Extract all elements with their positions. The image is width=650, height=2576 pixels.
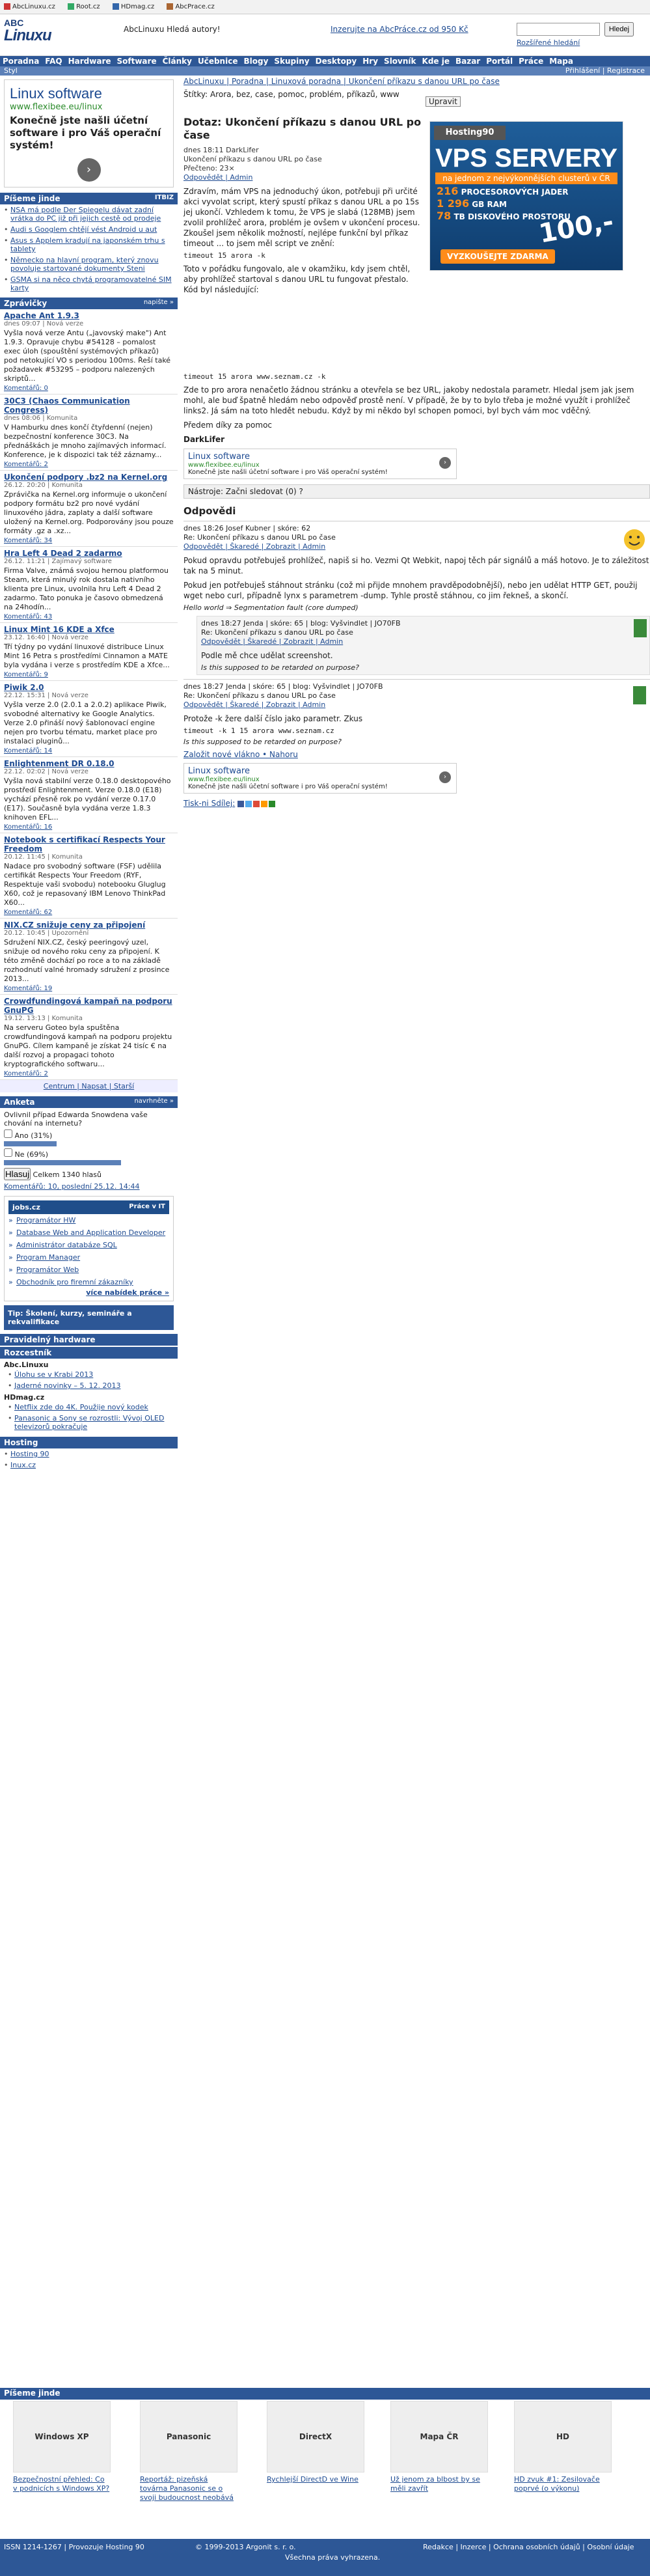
nav-item[interactable]: Hry xyxy=(362,57,379,66)
footer-item[interactable]: HD HD zvuk #1: Zesilovače poprvé (o výkonu) xyxy=(514,2401,612,2493)
thread-links[interactable]: Založit nové vlákno • Nahoru xyxy=(183,750,298,759)
footer-item[interactable]: Mapa ČR Už jenom za blbost by se měli zavřít xyxy=(390,2401,488,2493)
poll-question: Ovlivnil případ Edwarda Snowdena vaše chování na internetu? xyxy=(4,1111,148,1128)
job-item[interactable]: » Program Manager xyxy=(8,1251,169,1264)
answer-actions[interactable]: Odpovědět | Škaredé | Zobrazit | Admin xyxy=(183,542,326,551)
google-icon[interactable] xyxy=(253,801,260,807)
nav-item[interactable]: Práce xyxy=(519,57,544,66)
job-item[interactable]: » Obchodník pro firemní zákazníky xyxy=(8,1276,169,1288)
site-icon xyxy=(68,3,74,10)
nav-item[interactable]: Software xyxy=(116,57,157,66)
vote-button[interactable]: Hlasuj xyxy=(5,1169,30,1179)
ad-arrow-icon[interactable]: › xyxy=(77,158,101,182)
footer-left[interactable]: ISSN 1214-1267 | Provozuje Hosting 90 xyxy=(4,2543,144,2551)
footer xyxy=(0,2539,650,2576)
header-tagline[interactable]: AbcLinuxu Hledá autory! xyxy=(124,25,221,34)
question-body-4: Předem díky za pomoc xyxy=(183,421,273,430)
code-block: timeout 15 arora www.seznam.cz -k xyxy=(183,372,326,381)
news-item: 30C3 (Chaos Communication Congress) dnes 08:06 | Komunita V Hamburku dnes končí čtyřdenní (nejen) bezpečnostní konference 30C3. Na přednáškách je mnoho zajímavých informací. Konference, je k dispozici tak též záznamy... Komentářů: 2 xyxy=(0,395,178,471)
question-body-2: Toto v pořádku fungovalo, ale v okamžiku, kdy jsem chtěl, aby prohlížeč startoval s danou URL tu fungovat přestalo. Kód byl následující: xyxy=(183,264,411,294)
ad-title: Linux software xyxy=(10,85,102,102)
top-tab[interactable]: Root.cz xyxy=(68,3,100,10)
facebook-icon[interactable] xyxy=(237,801,244,807)
ad-arrow-icon[interactable]: › xyxy=(439,771,451,783)
site-logo[interactable] xyxy=(4,18,49,48)
answer-reply: dnes 18:27 Jenda | skóre: 65 | blog: Vyšvindlet | JO70FB Re: Ukončení příkazu s danou URL po čase Odpovědět | Škaredé | Zobrazit | Admin Podle mě chce udělat screenshot. Is this supposed to be retarded on purpose? xyxy=(196,616,650,675)
poll-option[interactable]: Ano (31%) xyxy=(4,1129,174,1140)
nav-item[interactable]: Bazar xyxy=(455,57,481,66)
tools-bar[interactable]: Nástroje: Začni sledovat (0) ? xyxy=(183,484,650,499)
news-item: Hra Left 4 Dead 2 zadarmo 26.12. 11:21 | Zajímavý software Firma Valve, známá svojou hernou platformou Steam, která minulý rok dostala nativního klienta pre Linux, uvolnila hru Left 4 Dead 2 zadarmo. Tato ponuka je časovo obmedzená na 24hodín... Komentářů: 43 xyxy=(0,547,178,623)
nav-item[interactable]: Portál xyxy=(486,57,513,66)
poll-option[interactable]: Ne (69%) xyxy=(4,1148,174,1159)
piseme-item[interactable]: • NSA má podle Der Spiegelu dávat zadní vrátka do PC již při jejich cestě od prodeje xyxy=(0,204,178,224)
vps-banner-ad[interactable] xyxy=(429,121,623,271)
vps-headline: VPS SERVERY xyxy=(435,144,618,173)
top-tab[interactable]: HDmag.cz xyxy=(113,3,154,10)
advanced-search-link[interactable]: Rozšířené hledání xyxy=(517,38,580,47)
hosting-item[interactable]: • Hosting 90 xyxy=(0,1448,178,1460)
piseme-item[interactable]: • Audi s Googlem chtějí vést Android u aut xyxy=(0,224,178,235)
news-item: Piwik 2.0 22.12. 15:31 | Nová verze Vyšla verze 2.0 (2.0.1 a 2.0.2) aplikace Piwik, svobodné alternativy ke Google Analytics. Verze 2.0 přináší nový šablonovací engine nejen pro tvorbu tématu, market place pro instalaci pluginů... Komentářů: 14 xyxy=(0,681,178,757)
code-block: timeout 15 arora -k xyxy=(183,251,265,260)
question-rest xyxy=(183,370,650,808)
footer-links[interactable]: Redakce | Inzerce | Ochrana osobních údajů | Osobní údaje xyxy=(423,2543,634,2551)
site-icon xyxy=(113,3,119,10)
breadcrumb[interactable]: AbcLinuxu | Poradna | Linuxová poradna | Ukončení příkazu s danou URL po čase xyxy=(183,77,500,86)
poll-comments[interactable]: Komentářů: 10, poslední 25.12. 14:44 xyxy=(4,1182,140,1191)
poll-checkbox[interactable] xyxy=(4,1129,12,1138)
poll-bar xyxy=(4,1141,57,1146)
footer-item[interactable]: Windows XP Bezpečnostní přehled: Co v podnicích s Windows XP? xyxy=(13,2401,111,2493)
anketa-header: Anketa navrhněte » xyxy=(0,1096,178,1108)
hosting-header: Hosting xyxy=(0,1437,178,1448)
answer: dnes 18:27 Jenda | skóre: 65 | blog: Vyšvindlet | JO70FB Re: Ukončení příkazu s danou URL po čase Odpovědět | Škaredé | Zobrazit | Admin Protože -k žere další číslo jako parametr. Zkus timeout -k 1 15 arora www.seznam.cz Is this supposed to be retarded on purpose? xyxy=(183,679,650,746)
poll-total: Celkem 1340 hlasů xyxy=(33,1170,102,1179)
anketa-more-link[interactable]: navrhněte » xyxy=(134,1098,174,1105)
site-icon xyxy=(4,3,10,10)
style-link[interactable]: Styl xyxy=(4,66,18,75)
code-block: timeout -k 1 15 arora www.seznam.cz xyxy=(183,727,334,735)
question xyxy=(183,116,424,295)
header xyxy=(0,14,650,56)
user-avatar-icon xyxy=(634,619,647,637)
question-signature: DarkLifer xyxy=(183,435,224,444)
site-icon xyxy=(167,3,173,10)
vps-price: 100,- xyxy=(536,206,616,249)
user-avatar-icon xyxy=(633,686,646,704)
search-box xyxy=(517,22,634,47)
job-item[interactable]: » Programátor HW xyxy=(8,1214,169,1226)
nav-item[interactable]: Články xyxy=(162,57,192,66)
answer-actions[interactable]: Odpovědět | Škaredé | Zobrazit | Admin xyxy=(183,700,326,709)
ad-arrow-icon[interactable]: › xyxy=(439,457,451,469)
rozcestnik-group: Abc.Linuxu • Úlohu se v Krabi 2013 • Jaderné novinky – 5. 12. 2013 HDmag.cz • Netflix zde do 4K. Použije nový kodek • Panasonic a Sony se rozrostli: Vývoj OLED televizorů pokračuje xyxy=(0,1359,178,1434)
sub-nav xyxy=(0,66,650,76)
top-tab[interactable]: AbcLinuxu.cz xyxy=(4,3,55,10)
footer-item[interactable]: Panasonic Reportáž: pizeňská továrna Panasonic se o svoji budoucnost neobává xyxy=(140,2401,237,2502)
itbiz-badge: ITBIZ xyxy=(154,194,174,201)
login-links[interactable]: Přihlášení | Registrace xyxy=(565,66,645,75)
vps-try-button[interactable]: VYZKOUŠEJTE ZDARMA xyxy=(440,249,555,264)
share-bar: Tisk-ni Sdílej: xyxy=(183,799,650,808)
question-meta: dnes 18:11 DarkLifer Ukončení příkazu s danou URL po čase Přečteno: 23× Odpovědět | Admin xyxy=(183,146,424,182)
ad-desc: Konečně jste našli účetní software i pro Váš operační systém! xyxy=(10,115,161,151)
share-icon[interactable] xyxy=(269,801,275,807)
answer: dnes 18:26 Josef Kubner | skóre: 62 Re: Ukončení příkazu s danou URL po čase Odpovědět | Škaredé | Zobrazit | Admin Pokud opravdu potřebuješ prohlížeč, napiš si ho. Vezmi Qt Webkit, napoj těch pár signálů a máš hotovo. Je to záležitost tak na 5 minut. Pokud jen potřebuješ stáhnout stránku (což mi přijde mnohem pravděpodobnější), nebo jen udělat HTTP GET, použij wget nebo curl, případně lynx s parametrem -dump. Tyhle prostě stáhnou, co jim řekneš, a skončí. Hello world ⇒ Segmentation fault (core dumped) dnes 18:27 Jenda | skóre: 65 | blog: Vyšvindlet | JO70FB Re: Ukončení příkazu s danou URL po čase Odpovědět | Škaredé | Zobrazit | Admin Podle mě chce udělat screenshot. Is this supposed to be retarded on purpose? xyxy=(183,521,650,675)
answer-actions[interactable]: Odpovědět | Škaredé | Zobrazit | Admin xyxy=(201,637,344,646)
news-item: Linux Mint 16 KDE a Xfce 23.12. 16:40 | Nová verze Tří týdny po vydání linuxové distribuce Linux Mint 16 Petra s prostředími Cinnamon a MATE byla vydána i verze s prostředím KDE a Xfce... Komentářů: 9 xyxy=(0,623,178,681)
hosting90-logo: Hosting90 xyxy=(434,126,506,140)
news-links[interactable]: Centrum | Napsat | Starší xyxy=(0,1080,178,1092)
nav-item[interactable]: Skupiny xyxy=(274,57,310,66)
inline-ad[interactable]: Linux software www.flexibee.eu/linux Konečně jste našli účetní software i pro Váš operační systém! › xyxy=(183,449,457,479)
rss-icon[interactable] xyxy=(261,801,267,807)
pravidelne-header: Pravidelný hardware xyxy=(0,1334,178,1346)
piseme-item[interactable]: • Asus s Applem kradují na japonském trhu s tablety xyxy=(0,235,178,255)
nav-item[interactable]: Poradna xyxy=(3,57,40,66)
question-actions[interactable]: Odpovědět | Admin xyxy=(183,173,253,182)
vps-feature: 216 PROCESOROVÝCH JADER xyxy=(437,185,569,197)
nav-item[interactable]: FAQ xyxy=(45,57,62,66)
smiley-avatar-icon xyxy=(623,528,646,551)
main-nav xyxy=(0,56,650,66)
logo-line1: ABC xyxy=(4,18,24,28)
job-item[interactable]: » Programátor Web xyxy=(8,1264,169,1276)
news-item: Notebook s certifikací Respects Your Freedom 20.12. 11:45 | Komunita Nadace pro svobodný software (FSF) udělila certifikát Respects Your Freedom (RYF, Respektuje vaši svobodu) notebooku Gluglug X60, což je repasovaný IBM Lenovo ThinkPad X60... Komentářů: 62 xyxy=(0,833,178,919)
vps-subtitle: na jednom z nejvýkonnějších clusterů v ČR xyxy=(435,173,617,184)
news-item: Crowdfundingová kampaň na podporu GnuPG 19.12. 13:13 | Komunita Na serveru Goteo byla spuštěna crowdfundingová kampaň na podporu projektu GnuPG. Cílem kampaně je získat 24 tisíc € na další rozvoj a propagaci tohoto kryptografického softwaru... Komentářů: 2 xyxy=(0,995,178,1080)
question-body-1: Zdravím, mám VPS na jednoduchý úkon, potřebuji při určité akci vyvolat script, který spustí příkaz s danou URL a po 15s jej ukončí. Vzhledem k tomu, že VPS je slabá (128MB) jsem zvolil prohlížeč arora, problém je ovšem v ukončení procesu. Zkoušel jsem několik možností, nejlépe funkční byl příkaz timeout ... to jsem měl script ve znění: xyxy=(183,187,420,248)
footer-rights: Všechna práva vyhrazena. xyxy=(285,2553,381,2562)
promo-banner[interactable]: Tip: Školení, kurzy, semináře a rekvalifikace xyxy=(4,1305,174,1330)
nav-item[interactable]: Blogy xyxy=(243,57,269,66)
zpravicky-more-link[interactable]: napište » xyxy=(143,299,174,306)
rozcestnik-header: Rozcestník xyxy=(0,1347,178,1359)
question-title: Dotaz: Ukončení příkazu s danou URL po čase xyxy=(183,116,422,141)
zpravicky-header: Zprávičky napište » xyxy=(0,298,178,309)
more-jobs-link[interactable]: více nabídek práce » xyxy=(86,1288,169,1297)
vps-feature: 1 296 GB RAM xyxy=(437,197,507,210)
piseme-item[interactable]: • Německo na hlavní program, který znovu povoluje startované dokumenty Steni xyxy=(0,255,178,274)
nav-item[interactable]: Hardware xyxy=(68,57,111,66)
nav-item[interactable]: Učebnice xyxy=(197,57,238,66)
answers-title: Odpovědi xyxy=(183,505,236,517)
nav-item[interactable]: Desktopy xyxy=(315,57,357,66)
logo-line2: Linuxu xyxy=(4,27,51,44)
job-item[interactable]: » Database Web and Application Developer xyxy=(8,1226,169,1239)
main-content xyxy=(183,77,650,923)
poll xyxy=(0,1108,178,1193)
search-input[interactable] xyxy=(517,23,600,36)
sidebar-ad[interactable] xyxy=(4,79,174,187)
news-item: Ukončení podpory .bz2 na Kernel.org 26.12. 20:20 | Komunita Zprávička na Kernel.org informuje o ukončení podpory formátu bz2 pro nové vydání linuxového jádra, zaplaty a další software uložený na Kernel.org. Podporovány jsou pouze formáty .gz a .xz... Komentářů: 34 xyxy=(0,471,178,547)
question-body-3: Zde to pro arora nenačetlo žádnou stránku a otevřela se bez URL, jakoby nedostala parametr. Hledal jsem jak jsem mohl, ale buď špatně hledám nebo odpověď prostě není. V případě, že by to bylo třeba je možné využít i prohlížeč links2. Já sám na toto hledět nebudu. Když by mi někdo byl schopen pomoci, byl bych vám moc vděčný. xyxy=(183,385,634,415)
tags[interactable]: Štítky: Arora, bez, case, pomoc, problém, příkazů, www xyxy=(183,90,399,99)
top-bar xyxy=(0,0,650,14)
footer-copyright: © 1999-2013 Argonit s. r. o. xyxy=(195,2543,296,2551)
jobs-header: jobs.cz Práce v IT xyxy=(8,1200,169,1214)
poll-checkbox[interactable] xyxy=(4,1148,12,1157)
vps-feature: 78 TB DISKOVÉHO PROSTORU xyxy=(437,210,571,222)
ad-url: www.flexibee.eu/linux xyxy=(10,102,103,112)
edit-button[interactable]: Upravit xyxy=(426,96,461,107)
hosting-item[interactable]: • Inux.cz xyxy=(0,1460,178,1471)
footer-item[interactable]: DirectX Rychlejší DirectD ve Wine xyxy=(267,2401,364,2484)
nav-item[interactable]: Kde je xyxy=(422,57,450,66)
search-button[interactable]: Hledej xyxy=(604,22,634,36)
twitter-icon[interactable] xyxy=(245,801,252,807)
nav-item[interactable]: Mapa xyxy=(549,57,573,66)
piseme-item[interactable]: • GSMA si na něco chytá programovatelné SIM karty xyxy=(0,274,178,294)
jobs-box xyxy=(4,1196,174,1301)
piseme-header: Píšeme jinde ITBIZ xyxy=(0,193,178,204)
footer-header: Píšeme jinde xyxy=(0,2388,650,2400)
header-ad-link[interactable]: Inzerujte na AbcPráce.cz od 950 Kč xyxy=(331,25,468,34)
news-item: Enlightenment DR 0.18.0 22.12. 02:02 | Nová verze Vyšla nová stabilní verze 0.18.0 desktopového prostředí Enlightenment. Verze 0.18.0 (E18) vychází přesně rok po vydání verze 0.17.0 (E17). Současně byla vydána verze 1.8.3 knihoven EFL... Komentářů: 16 xyxy=(0,757,178,833)
inline-ad[interactable]: Linux software www.flexibee.eu/linux Konečně jste našli účetní software i pro Váš operační systém! › xyxy=(183,763,457,794)
footer-items xyxy=(0,2401,650,2512)
nav-item[interactable]: Slovník xyxy=(384,57,416,66)
sidebar xyxy=(0,77,178,2388)
news-item: NIX.CZ snižuje ceny za připojení 20.12. 10:45 | Upozornění Sdružení NIX.CZ, český peeringový uzel, snižuje od nového roku ceny za připojení. K této změně dochází po roce a to na základě rozhodnutí valné hromady sdružení z prosince 2013... Komentářů: 19 xyxy=(0,919,178,995)
poll-bar xyxy=(4,1160,121,1165)
top-tab[interactable]: AbcPrace.cz xyxy=(167,3,214,10)
news-item: Apache Ant 1.9.3 dnes 09:07 | Nová verze Vyšla nová verze Antu („javovský make") Ant 1.9.3. Opravuje chybu #54128 – pomalost exec úloh (spouštění systémových příkazů) pod netokující VO s periodou 100ms. Řeší také požadavek #53295 – podporu nalezených skriptů... Komentářů: 0 xyxy=(0,309,178,395)
job-item[interactable]: » Administrátor databáze SQL xyxy=(8,1239,169,1251)
